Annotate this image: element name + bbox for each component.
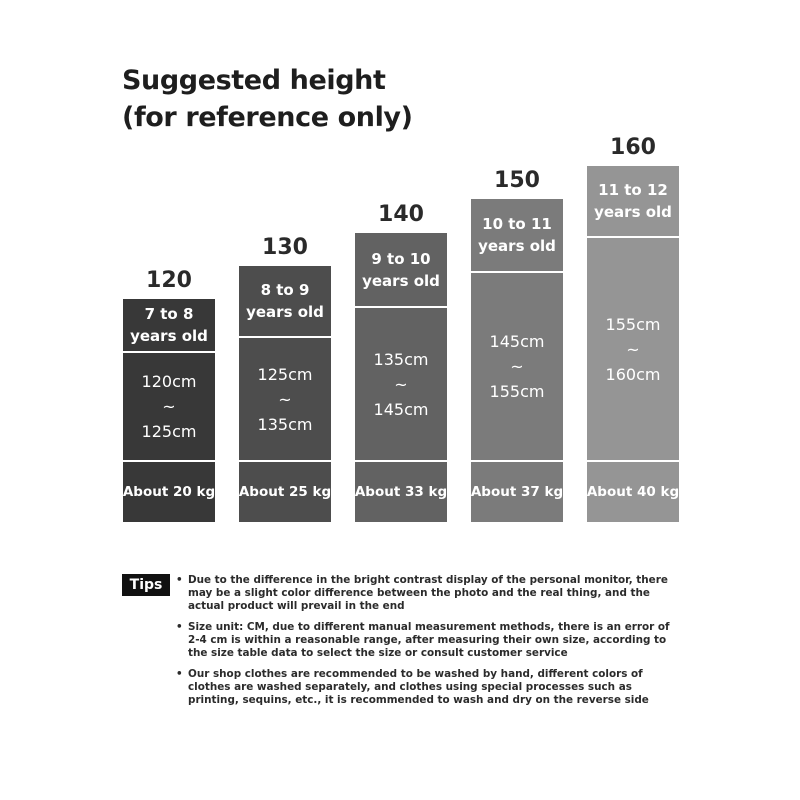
range-from: 155cm [605, 314, 661, 334]
tips-badge: Tips [122, 574, 170, 596]
weight-block [471, 462, 563, 522]
tip-text: Size unit: CM, due to different manual measurement methods, there is an error of 2-4 cm is within a reasonable range, after measuring their own size, according to the size table data to select the size or consult customer service [188, 621, 670, 659]
title-line-1: Suggested height [122, 65, 386, 96]
range-from: 145cm [489, 332, 545, 351]
age-block [239, 266, 331, 336]
range-separator: ~ [510, 357, 524, 376]
height-range-block [355, 308, 447, 460]
range-to: 145cm [373, 399, 429, 419]
weight-label: About 20 kg [122, 484, 216, 500]
weight-block [587, 462, 679, 522]
weight-label: About 25 kg [238, 484, 332, 500]
size-height-label: 150 [494, 168, 540, 193]
age-line-2: years old [594, 203, 672, 221]
height-range-block [471, 273, 563, 460]
range-to: 155cm [489, 382, 545, 401]
weight-block [239, 462, 331, 522]
height-range-block [587, 238, 679, 460]
size-height-label: 140 [378, 202, 424, 227]
tip-text: Our shop clothes are recommended to be washed by hand, different colors of clothes are washed separately, and clothes using special processes such as printing, sequins, etc., it is recommended to wash and dry on the reverse side [188, 668, 649, 706]
range-separator: ~ [626, 339, 640, 359]
weight-label: About 33 kg [354, 484, 448, 500]
bullet-icon: • [176, 668, 183, 680]
tip-item [176, 668, 684, 707]
bullet-icon: • [176, 621, 183, 633]
age-block [355, 233, 447, 306]
bullet-icon: • [176, 574, 183, 586]
age-line-1: 11 to 12 [598, 181, 668, 199]
range-to: 125cm [141, 422, 197, 441]
weight-block [123, 462, 215, 522]
size-height-label: 130 [262, 235, 308, 260]
weight-block [355, 462, 447, 522]
age-block [123, 299, 215, 351]
range-separator: ~ [162, 397, 176, 416]
height-range-block [239, 338, 331, 460]
range-to: 160cm [605, 364, 661, 384]
range-separator: ~ [394, 374, 408, 394]
height-range-block [123, 353, 215, 460]
age-block [471, 199, 563, 271]
age-block [587, 166, 679, 236]
weight-label: About 37 kg [470, 484, 564, 500]
age-line-1: 7 to 8 [144, 305, 194, 323]
weight-label: About 40 kg [586, 484, 680, 500]
tip-text: Due to the difference in the bright contrast display of the personal monitor, there may be a slight color difference between the photo and the real thing, and the actual product will prevail in the end [188, 574, 668, 612]
range-to: 135cm [257, 414, 313, 434]
age-line-2: years old [478, 237, 556, 255]
tip-item [176, 621, 684, 660]
range-from: 135cm [373, 349, 429, 369]
age-line-1: 9 to 10 [371, 249, 431, 268]
age-line-2: years old [362, 271, 440, 290]
tip-item [176, 574, 684, 613]
range-from: 120cm [141, 372, 197, 391]
age-line-2: years old [130, 327, 208, 345]
size-height-label: 120 [146, 268, 192, 293]
age-line-2: years old [246, 303, 324, 321]
title-line-2: (for reference only) [122, 102, 413, 133]
age-line-1: 8 to 9 [260, 281, 310, 299]
range-from: 125cm [257, 364, 313, 384]
size-height-label: 160 [610, 135, 656, 160]
range-separator: ~ [278, 389, 292, 409]
tips-list [176, 574, 684, 715]
age-line-1: 10 to 11 [482, 215, 552, 233]
